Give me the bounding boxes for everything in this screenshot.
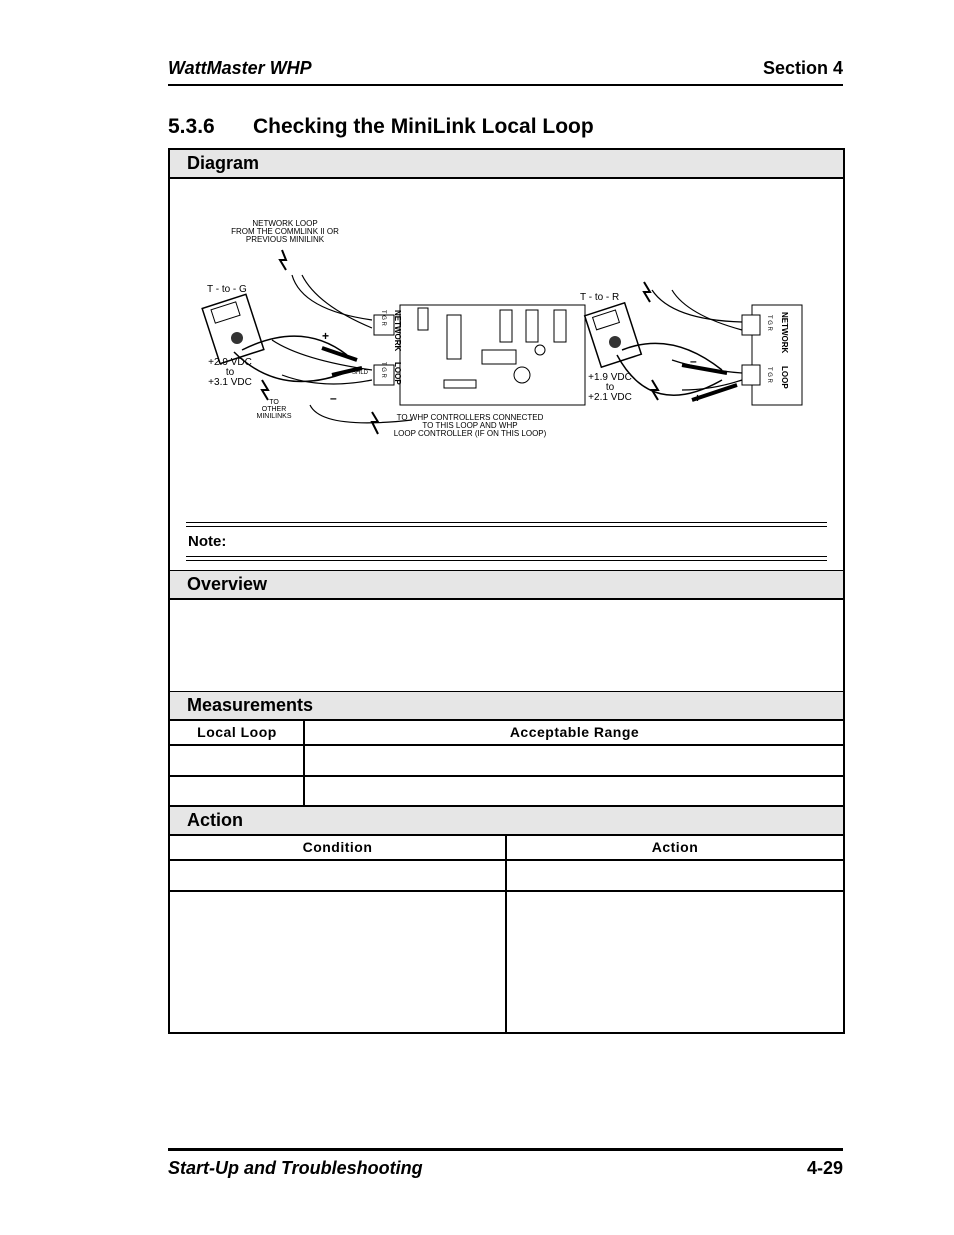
t-to-g-label: T - to - G bbox=[207, 284, 247, 295]
row-divider bbox=[170, 775, 843, 777]
note-label: Note: bbox=[188, 533, 227, 550]
loop-label-left: LOOP bbox=[393, 362, 402, 385]
page-title bbox=[168, 115, 594, 139]
diagram-band bbox=[170, 150, 843, 179]
overview-band bbox=[170, 571, 843, 600]
title-text: Checking the MiniLink Local Loop bbox=[253, 115, 594, 138]
page-footer bbox=[168, 1148, 843, 1178]
action-band bbox=[170, 807, 843, 836]
plus-right: + bbox=[694, 391, 702, 405]
lightning-icon bbox=[280, 250, 286, 270]
tgr-label-left-bottom: T G R bbox=[380, 362, 386, 378]
title-number: 5.3.6 bbox=[168, 115, 215, 138]
lightning-icon bbox=[644, 282, 650, 302]
to-other-text: TO OTHER MINILINKS bbox=[256, 399, 292, 420]
footer-chapter: Start-Up and Troubleshooting bbox=[168, 1158, 423, 1178]
action-heading: Action bbox=[187, 810, 243, 830]
col-divider bbox=[303, 721, 305, 805]
note-rule-top bbox=[186, 522, 827, 527]
t-to-r-label: T - to - R bbox=[580, 292, 620, 303]
col-divider bbox=[505, 836, 507, 1032]
network-label-right: NETWORK bbox=[780, 312, 789, 354]
page-number: 4-29 bbox=[806, 1158, 843, 1178]
diagram-heading: Diagram bbox=[187, 153, 260, 173]
network-label-left: NETWORK bbox=[393, 310, 402, 352]
overview-heading: Overview bbox=[187, 574, 268, 594]
lightning-icon bbox=[372, 412, 378, 434]
left-range-text: +2.9 VDC to +3.1 VDC bbox=[208, 357, 252, 388]
measurements-heading: Measurements bbox=[187, 695, 314, 715]
multimeter-left-icon bbox=[202, 294, 264, 363]
plus-left: + bbox=[322, 329, 330, 343]
to-whp-text: TO WHP CONTROLLERS CONNECTED TO THIS LOOP AND WHP LOOP CONTROLLER (IF ON THIS LOOP) bbox=[393, 413, 547, 438]
shld-label: SHLD bbox=[352, 370, 369, 376]
multimeter-right-icon bbox=[585, 303, 642, 367]
col-local-loop: Local Loop bbox=[197, 724, 277, 740]
header-product: WattMaster WHP bbox=[168, 58, 312, 78]
tgr-label-left-top: T G R bbox=[380, 310, 386, 326]
col-condition: Condition bbox=[302, 839, 373, 855]
loop-label-right: LOOP bbox=[780, 366, 789, 389]
network-loop-text: NETWORK LOOP FROM THE COMMLINK II OR PREVIOUS MINILINK bbox=[231, 219, 339, 244]
wiring-diagram bbox=[182, 190, 832, 460]
page-header bbox=[168, 58, 843, 86]
lightning-icon bbox=[262, 380, 268, 400]
right-range-text: +1.9 VDC to +2.1 VDC bbox=[588, 372, 632, 403]
tgr-label-right-top: T G R bbox=[766, 315, 772, 331]
procedure-table bbox=[168, 148, 845, 1034]
minilink-board bbox=[374, 305, 585, 405]
col-action: Action bbox=[651, 839, 699, 855]
row-divider bbox=[170, 744, 843, 746]
note-rule-bottom bbox=[186, 556, 827, 561]
minus-right: – bbox=[690, 354, 697, 368]
lightning-icon bbox=[652, 380, 658, 400]
tgr-label-right-bottom: T G R bbox=[766, 367, 772, 383]
measurements-band bbox=[170, 692, 843, 721]
minus-left: – bbox=[330, 391, 337, 405]
header-section: Section 4 bbox=[762, 58, 843, 78]
col-acceptable-range: Acceptable Range bbox=[509, 724, 640, 740]
